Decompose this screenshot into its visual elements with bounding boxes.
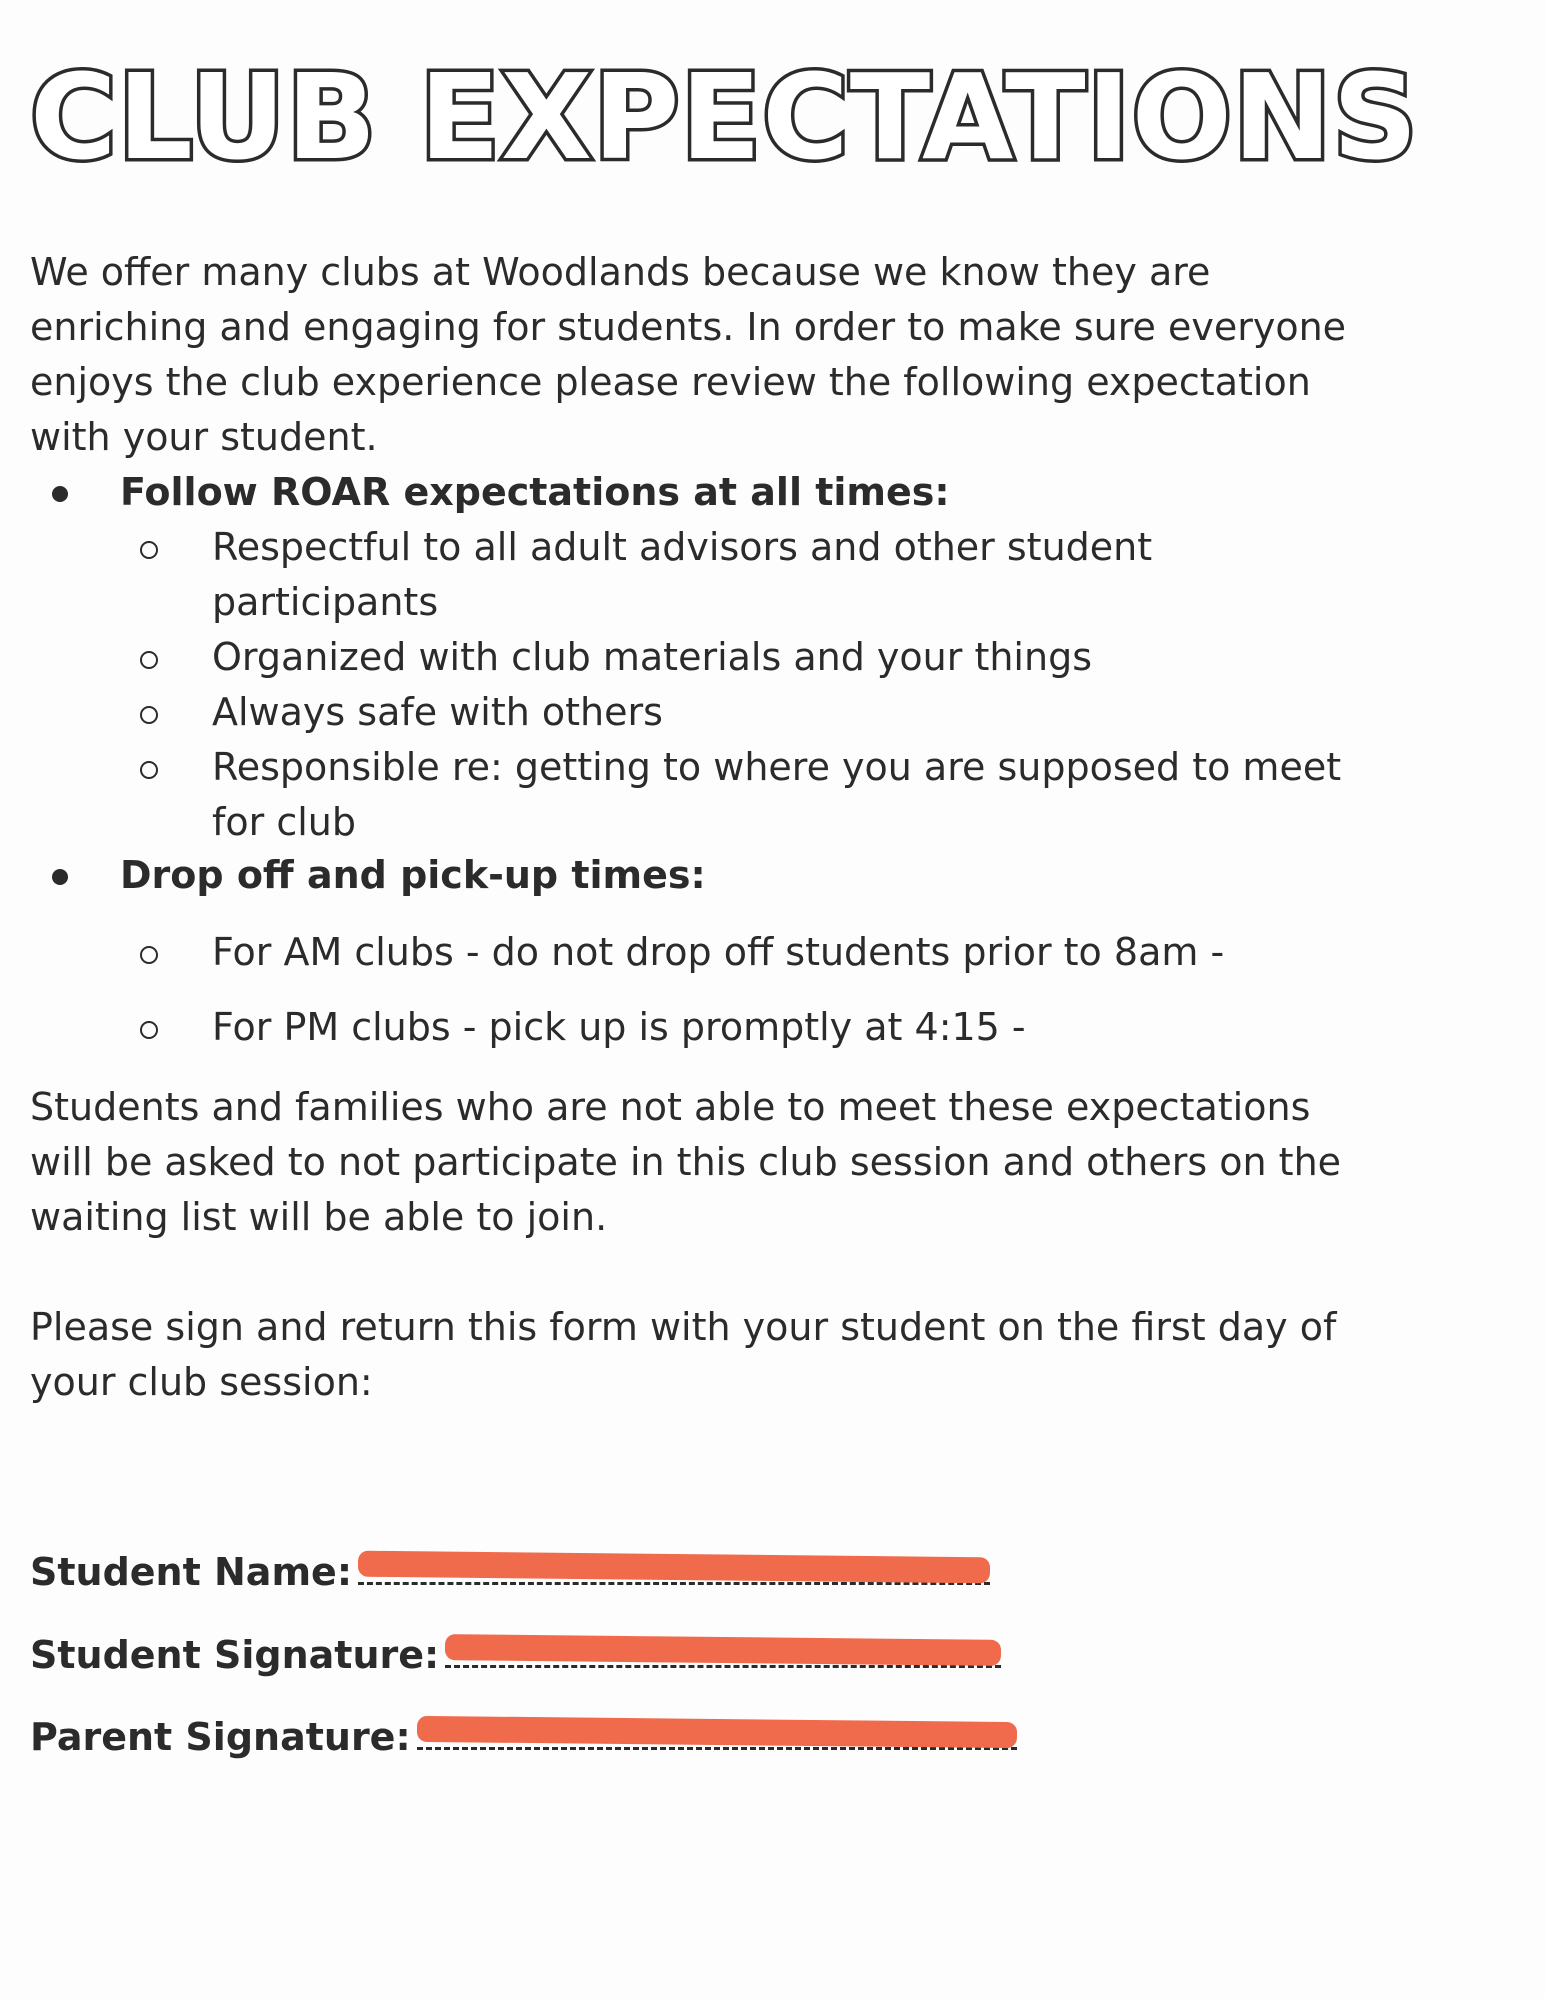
request-line: Please sign and return this form with your student on the first day of: [30, 1305, 1337, 1349]
bullet-dot-icon: [52, 486, 68, 502]
intro-paragraph: [30, 245, 1346, 465]
sub-item-text: participants: [212, 580, 439, 624]
sub-item-text: Always safe with others: [212, 690, 663, 734]
closing-line: will be asked to not participate in this club session and others on the: [30, 1140, 1342, 1184]
sub-item-text: For PM clubs - pick up is promptly at 4:15 -: [212, 1005, 1026, 1049]
sub-item-text: Respectful to all adult advisors and other student: [212, 525, 1153, 569]
circle-bullet-icon: [140, 706, 158, 724]
page-title: CLUB EXPECTATIONS: [30, 48, 1419, 186]
redaction-mark: [358, 1551, 990, 1584]
redaction-mark: [417, 1716, 1017, 1748]
intro-line: with your student.: [30, 415, 378, 459]
circle-bullet-icon: [140, 946, 158, 964]
circle-bullet-icon: [140, 761, 158, 779]
circle-bullet-icon: [140, 651, 158, 669]
sub-item-text: for club: [212, 800, 356, 844]
request-line: your club session:: [30, 1360, 373, 1404]
circle-bullet-icon: [140, 1021, 158, 1039]
closing-paragraph: [30, 1080, 1341, 1245]
student-signature-label: Student Signature:: [30, 1633, 440, 1677]
parent-signature-row: [30, 1710, 1017, 1765]
sub-item-text: For AM clubs - do not drop off students prior to 8am -: [212, 930, 1225, 974]
student-signature-field[interactable]: [445, 1629, 1001, 1668]
intro-line: enriching and engaging for students. In order to make sure everyone: [30, 305, 1347, 349]
student-name-label: Student Name:: [30, 1550, 353, 1594]
request-paragraph: [30, 1300, 1336, 1410]
parent-signature-field[interactable]: [417, 1711, 1017, 1750]
student-name-field[interactable]: [358, 1546, 990, 1585]
section-heading: Drop off and pick-up times:: [120, 853, 706, 897]
intro-line: enjoys the club experience please review the following expectation: [30, 360, 1311, 404]
bullet-dot-icon: [52, 869, 68, 885]
redaction-mark: [445, 1634, 1001, 1666]
closing-line: Students and families who are not able to meet these expectations: [30, 1085, 1311, 1129]
intro-line: We offer many clubs at Woodlands because we know they are: [30, 250, 1211, 294]
parent-signature-label: Parent Signature:: [30, 1715, 411, 1759]
circle-bullet-icon: [140, 541, 158, 559]
sub-item-text: Organized with club materials and your things: [212, 635, 1092, 679]
closing-line: waiting list will be able to join.: [30, 1195, 608, 1239]
student-name-row: [30, 1545, 990, 1600]
student-signature-row: [30, 1628, 1001, 1683]
sub-item-text: Responsible re: getting to where you are supposed to meet: [212, 745, 1342, 789]
section-heading: Follow ROAR expectations at all times:: [120, 470, 950, 514]
